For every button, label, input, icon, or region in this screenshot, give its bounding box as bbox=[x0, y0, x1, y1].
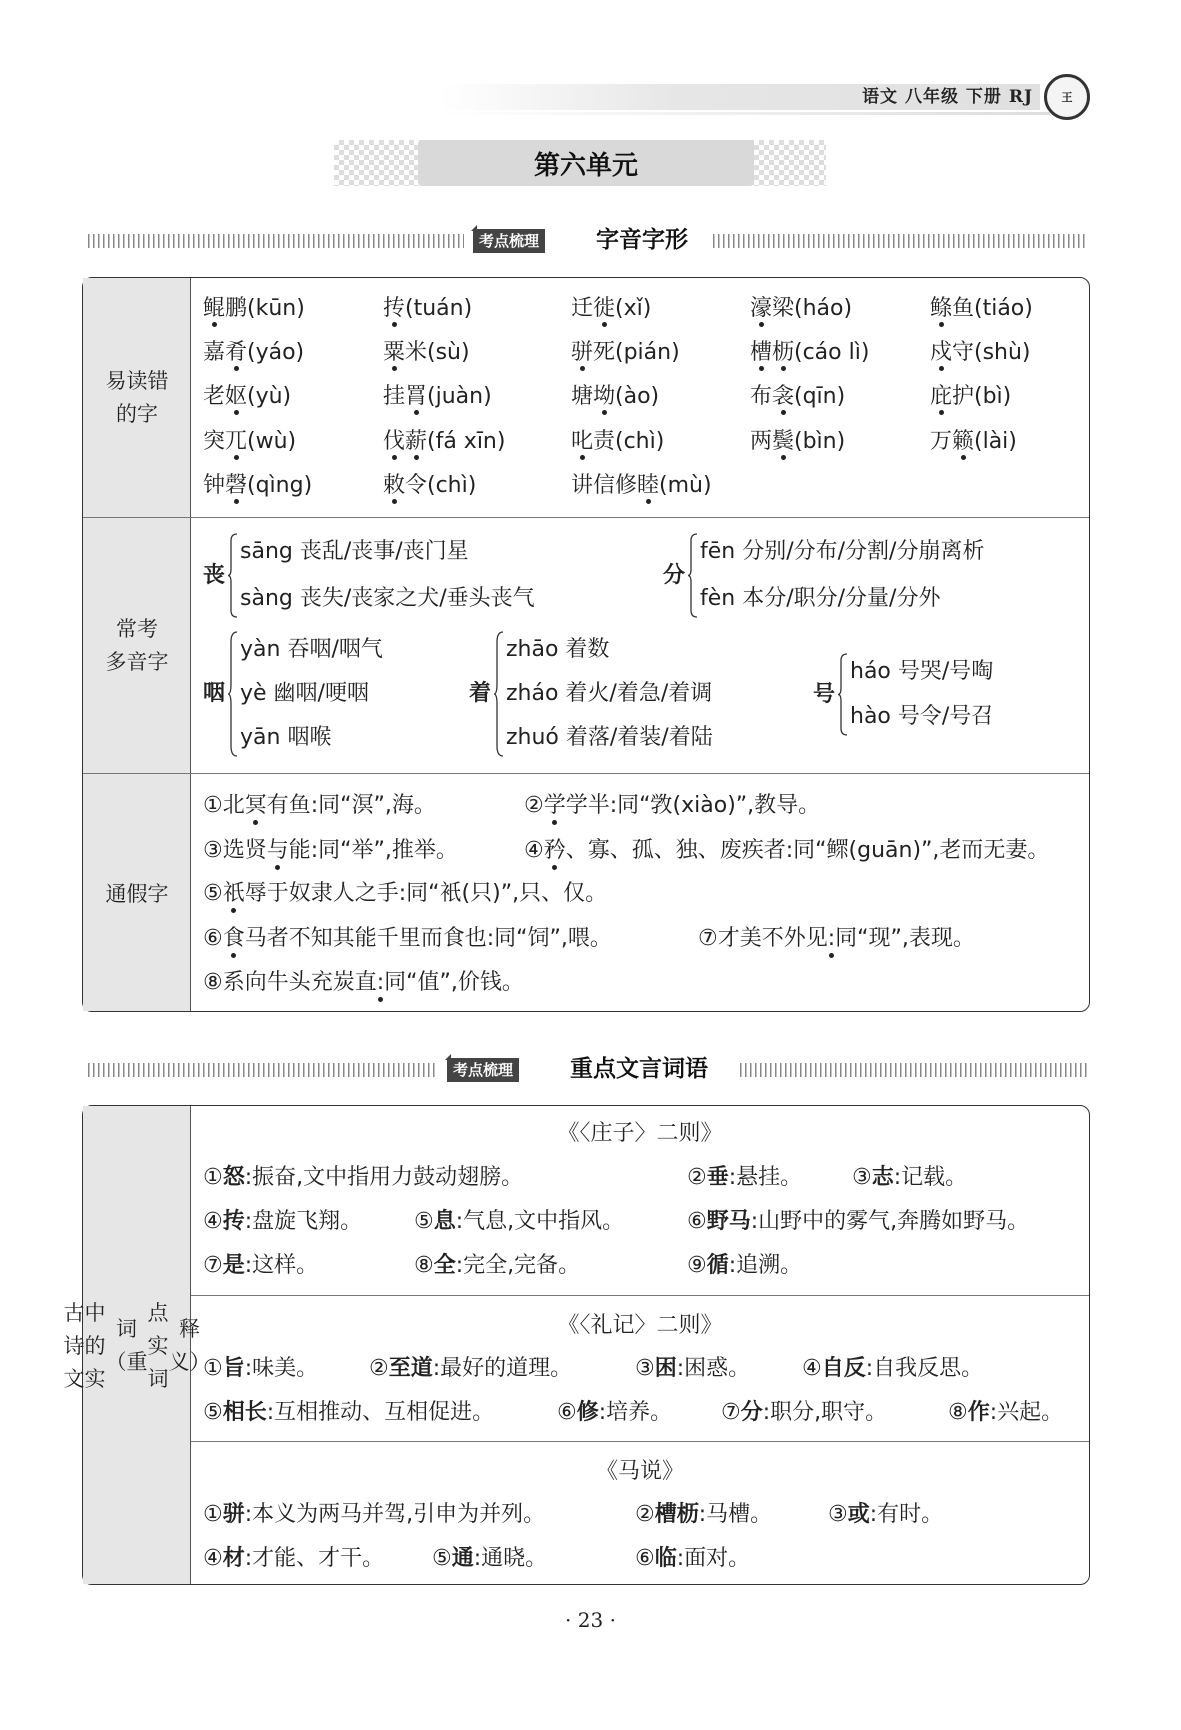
emphasis-dot bbox=[759, 322, 764, 327]
item-number: ① bbox=[203, 1502, 223, 1527]
key-term: 自反 bbox=[821, 1356, 866, 1381]
definition: :培养。 bbox=[598, 1400, 673, 1425]
polyphone-reading: háo 号哭/号啕 bbox=[850, 659, 994, 684]
emphasis-dot bbox=[939, 410, 944, 415]
definition: :面对。 bbox=[676, 1546, 751, 1571]
polyphone-reading: zhāo 着数 bbox=[506, 637, 610, 662]
polyphone-char: 号 bbox=[813, 681, 836, 707]
row-label-wrap bbox=[105, 613, 169, 679]
polyphone-char: 咽 bbox=[203, 681, 226, 706]
emphasis-dot bbox=[646, 499, 651, 504]
item-number: ③ bbox=[852, 1165, 872, 1190]
emphasis-dot bbox=[580, 455, 585, 460]
label-line: 点实词 bbox=[147, 1300, 169, 1391]
emphasis-dot bbox=[781, 455, 786, 460]
polyphone-reading: sàng 丧失/丧家之犬/垂头丧气 bbox=[240, 586, 535, 611]
item-number: ② bbox=[687, 1165, 707, 1190]
tongjia-item: ④矜、寡、孤、独、废疾者:同“鳏(guān)”,老而无妻。 bbox=[524, 838, 1050, 863]
definition-item bbox=[635, 1544, 750, 1574]
polyphone-reading: yàn 吞咽/咽气 bbox=[240, 637, 383, 662]
polyphone-char: 分 bbox=[663, 562, 686, 588]
item-number: ④ bbox=[802, 1356, 822, 1381]
emphasis-dot bbox=[939, 322, 944, 327]
pronunciation-table bbox=[82, 277, 1090, 1012]
section-header-pronunciation bbox=[88, 229, 1088, 253]
header-rule bbox=[440, 112, 1050, 115]
key-term: 至道 bbox=[388, 1356, 433, 1381]
emphasis-dot bbox=[392, 322, 397, 327]
tongjia-item: ⑥食马者不知其能千里而食也:同“饲”,喂。 bbox=[203, 926, 612, 951]
definition: :兴起。 bbox=[989, 1400, 1064, 1425]
tongjia-item: ⑤祇辱于奴隶人之手:同“衹(只)”,只、仅。 bbox=[203, 881, 608, 906]
word-item: 槽枥(cáo lì) bbox=[750, 340, 870, 365]
key-term: 息 bbox=[433, 1209, 456, 1234]
definition-item bbox=[687, 1251, 802, 1281]
emphasis-dot bbox=[961, 455, 966, 460]
definition-item bbox=[369, 1354, 572, 1384]
brace-icon bbox=[494, 632, 504, 756]
word-item: 骈死(pián) bbox=[571, 340, 680, 365]
definition: :才能、才干。 bbox=[244, 1546, 385, 1571]
definition: :互相推动、互相促进。 bbox=[266, 1400, 495, 1425]
item-number: ③ bbox=[635, 1356, 655, 1381]
item-number: ② bbox=[369, 1356, 389, 1381]
polyphone-reading: yān 咽喉 bbox=[240, 725, 332, 750]
text-block-mashuo bbox=[191, 1441, 1089, 1586]
tongjia-item: ①北冥有鱼:同“溟”,海。 bbox=[203, 793, 436, 818]
item-number: ② bbox=[635, 1502, 655, 1527]
emphasis-dot bbox=[234, 366, 239, 371]
emphasis-dot bbox=[552, 820, 557, 825]
emphasis-dot bbox=[414, 455, 419, 460]
polyphone-reading: hào 号令/号召 bbox=[850, 704, 994, 729]
emphasis-dot bbox=[829, 953, 834, 958]
text-block-zhuangzi bbox=[191, 1106, 1089, 1295]
key-term: 困 bbox=[654, 1356, 677, 1381]
definition-item bbox=[557, 1398, 672, 1428]
word-item: 两鬓(bìn) bbox=[750, 429, 846, 454]
key-term: 是 bbox=[222, 1253, 245, 1278]
row-tongjia bbox=[83, 773, 1089, 1013]
brace-icon bbox=[228, 534, 238, 617]
definition-item bbox=[414, 1251, 580, 1281]
word-item: 戍守(shù) bbox=[930, 340, 1031, 365]
emphasis-dot bbox=[378, 997, 383, 1002]
row-label bbox=[63, 1106, 211, 1586]
key-term: 临 bbox=[654, 1546, 677, 1571]
polyphone-reading: sāng 丧乱/丧事/丧门星 bbox=[240, 539, 469, 564]
key-term: 槽枥 bbox=[654, 1502, 699, 1527]
definition-item bbox=[852, 1163, 967, 1193]
definition-item bbox=[721, 1398, 887, 1428]
text-title: 《〈礼记〉二则》 bbox=[557, 1313, 723, 1338]
divider bbox=[740, 1063, 1088, 1077]
definition: :气息,文中指风。 bbox=[455, 1209, 625, 1234]
item-number: ⑧ bbox=[948, 1400, 968, 1425]
emphasis-dot bbox=[414, 410, 419, 415]
definition: :完全,完备。 bbox=[455, 1253, 581, 1278]
row-label-box bbox=[83, 518, 191, 774]
key-term: 循 bbox=[706, 1253, 729, 1278]
row-easy-misread bbox=[83, 278, 1089, 517]
definition-item bbox=[948, 1398, 1063, 1428]
word-item: 嘉肴(yáo) bbox=[203, 340, 305, 365]
definition: :振奋,文中指用力鼓动翅膀。 bbox=[244, 1165, 524, 1190]
tongjia-item: ⑦才美不外见:同“现”,表现。 bbox=[698, 926, 975, 951]
tongjia-item: ⑧系向牛头充炭直:同“值”,价钱。 bbox=[203, 970, 524, 995]
definition-item bbox=[687, 1163, 802, 1193]
key-term: 全 bbox=[433, 1253, 456, 1278]
key-term: 野马 bbox=[706, 1209, 751, 1234]
item-number: ③ bbox=[828, 1502, 848, 1527]
emphasis-dot bbox=[759, 366, 764, 371]
section-title: 重点文言词语 bbox=[570, 1056, 708, 1082]
word-item: 万籁(lài) bbox=[930, 429, 1017, 454]
key-term: 分 bbox=[740, 1400, 763, 1425]
definition-item bbox=[203, 1544, 384, 1574]
polyphone-reading: fèn 本分/职分/分量/分外 bbox=[700, 586, 941, 611]
emphasis-dot bbox=[392, 366, 397, 371]
definition: :自我反思。 bbox=[865, 1356, 984, 1381]
definition: :本义为两马并驾,引申为并列。 bbox=[244, 1502, 546, 1527]
emphasis-dot bbox=[602, 322, 607, 327]
polyphone-char: 丧 bbox=[203, 562, 226, 588]
row-label-box bbox=[83, 278, 191, 517]
divider bbox=[88, 1063, 438, 1077]
word-item: 突兀(wù) bbox=[203, 429, 297, 454]
section-title: 字音字形 bbox=[596, 227, 688, 253]
word-item: 叱责(chì) bbox=[571, 429, 665, 454]
item-number: ⑧ bbox=[414, 1253, 434, 1278]
definition: :味美。 bbox=[244, 1356, 319, 1381]
emphasis-dot bbox=[781, 366, 786, 371]
item-number: ⑦ bbox=[203, 1253, 223, 1278]
definition: :困惑。 bbox=[676, 1356, 751, 1381]
emphasis-dot bbox=[231, 908, 236, 913]
word-item: 钟磬(qìng) bbox=[203, 473, 313, 498]
definition: :有时。 bbox=[869, 1502, 944, 1527]
word-item: 讲信修睦(mù) bbox=[571, 473, 712, 498]
section-badge: 考点梳理 bbox=[473, 229, 545, 253]
definition: :最好的道理。 bbox=[432, 1356, 573, 1381]
word-item: 鲲鹏(kūn) bbox=[203, 296, 305, 321]
definition: :通晓。 bbox=[473, 1546, 548, 1571]
polyphone-reading: fēn 分别/分布/分割/分崩离析 bbox=[700, 539, 985, 564]
word-item: 庇护(bì) bbox=[930, 384, 1012, 409]
text-title: 《〈庄子〉二则》 bbox=[557, 1121, 723, 1146]
divider bbox=[713, 234, 1088, 248]
polyphone-reading: zhuó 着落/着装/着陆 bbox=[506, 725, 713, 750]
item-number: ① bbox=[203, 1165, 223, 1190]
label-line: 词（重 bbox=[105, 1317, 148, 1374]
key-term: 志 bbox=[871, 1165, 894, 1190]
emphasis-dot bbox=[275, 865, 280, 870]
item-number: ⑨ bbox=[687, 1253, 707, 1278]
book-info: 语文 八年级 下册 RJ bbox=[862, 87, 1033, 107]
divider bbox=[88, 234, 464, 248]
item-number: ⑤ bbox=[414, 1209, 434, 1234]
tongjia-item: ②学学半:同“敩(xiào)”,教导。 bbox=[524, 793, 821, 818]
tongjia-item: ③选贤与能:同“举”,推举。 bbox=[203, 838, 458, 863]
text-title: 《马说》 bbox=[595, 1459, 684, 1484]
classical-words-table bbox=[63, 1105, 1090, 1585]
definition-item bbox=[203, 1207, 362, 1237]
brace-icon bbox=[838, 654, 848, 735]
definition: :追溯。 bbox=[728, 1253, 803, 1278]
definition: :马槽。 bbox=[698, 1502, 773, 1527]
polyphone-reading: zháo 着火/着急/着调 bbox=[506, 681, 713, 706]
emphasis-dot bbox=[234, 455, 239, 460]
polyphone-reading: yè 幽咽/哽咽 bbox=[240, 681, 369, 706]
definition-item bbox=[203, 1500, 545, 1530]
row-label: 常考多音字 bbox=[105, 617, 169, 674]
item-number: ⑦ bbox=[721, 1400, 741, 1425]
unit-title: 第六单元 bbox=[418, 140, 754, 186]
definition-item bbox=[802, 1354, 983, 1384]
label-line: 释义） bbox=[168, 1317, 211, 1374]
item-number: ① bbox=[203, 1356, 223, 1381]
item-number: ⑥ bbox=[557, 1400, 577, 1425]
word-item: 伐薪(fá xīn) bbox=[383, 429, 506, 454]
row-label: 通假字 bbox=[105, 881, 169, 906]
definition-item bbox=[203, 1354, 318, 1384]
definition: :记载。 bbox=[893, 1165, 968, 1190]
item-number: ⑥ bbox=[635, 1546, 655, 1571]
key-term: 作 bbox=[967, 1400, 990, 1425]
item-number: ④ bbox=[203, 1209, 223, 1234]
definition-item bbox=[828, 1500, 943, 1530]
word-item: 迁徙(xǐ) bbox=[571, 296, 652, 321]
emphasis-dot bbox=[234, 410, 239, 415]
word-item: 粟米(sù) bbox=[383, 340, 470, 365]
word-item: 濠梁(háo) bbox=[750, 296, 853, 321]
section-badge: 考点梳理 bbox=[447, 1058, 519, 1082]
text-block-liji bbox=[191, 1295, 1089, 1441]
page-number: · 23 · bbox=[565, 1608, 616, 1632]
key-term: 或 bbox=[847, 1502, 870, 1527]
word-item: 鲦鱼(tiáo) bbox=[930, 296, 1033, 321]
emphasis-dot bbox=[231, 953, 236, 958]
key-term: 骈 bbox=[222, 1502, 245, 1527]
item-number: ⑥ bbox=[687, 1209, 707, 1234]
word-item: 老妪(yù) bbox=[203, 384, 292, 409]
emphasis-dot bbox=[939, 366, 944, 371]
definition-item bbox=[432, 1544, 547, 1574]
key-term: 相长 bbox=[222, 1400, 267, 1425]
definition: :悬挂。 bbox=[728, 1165, 803, 1190]
emphasis-dot bbox=[392, 499, 397, 504]
word-item: 挂罥(juàn) bbox=[383, 384, 492, 409]
emphasis-dot bbox=[392, 455, 397, 460]
section-header-classical-words bbox=[88, 1058, 1088, 1082]
brace-icon bbox=[228, 632, 238, 756]
item-number: ④ bbox=[203, 1546, 223, 1571]
key-term: 修 bbox=[576, 1400, 599, 1425]
emphasis-dot bbox=[781, 410, 786, 415]
definition-item bbox=[203, 1398, 494, 1428]
key-term: 垂 bbox=[706, 1165, 729, 1190]
word-item: 敕令(chì) bbox=[383, 473, 477, 498]
key-term: 抟 bbox=[222, 1209, 245, 1234]
word-item: 布衾(qīn) bbox=[750, 384, 846, 409]
label-line: 古诗文 bbox=[63, 1300, 85, 1391]
key-term: 通 bbox=[451, 1546, 474, 1571]
key-term: 怒 bbox=[222, 1165, 245, 1190]
emphasis-dot bbox=[234, 499, 239, 504]
emphasis-dot bbox=[602, 410, 607, 415]
key-term: 旨 bbox=[222, 1356, 245, 1381]
polyphone-char: 着 bbox=[469, 681, 492, 706]
word-item: 抟(tuán) bbox=[383, 296, 473, 321]
emphasis-dot bbox=[552, 865, 557, 870]
definition: :山野中的雾气,奔腾如野马。 bbox=[750, 1209, 1030, 1234]
definition-item bbox=[687, 1207, 1029, 1237]
emphasis-dot bbox=[253, 820, 258, 825]
item-number: ⑤ bbox=[432, 1546, 452, 1571]
brace-icon bbox=[688, 534, 698, 617]
definition-item bbox=[203, 1251, 318, 1281]
word-item: 塘坳(ào) bbox=[571, 384, 660, 409]
key-term: 材 bbox=[222, 1546, 245, 1571]
row-polyphones bbox=[83, 517, 1089, 773]
item-number: ⑤ bbox=[203, 1400, 223, 1425]
label-line: 中的实 bbox=[84, 1300, 106, 1391]
publisher-logo: 王 bbox=[1044, 74, 1090, 120]
definition: :这样。 bbox=[244, 1253, 319, 1278]
definition-item bbox=[414, 1207, 624, 1237]
definition: :盘旋飞翔。 bbox=[244, 1209, 363, 1234]
emphasis-dot bbox=[580, 366, 585, 371]
definition-item bbox=[635, 1354, 750, 1384]
definition: :职分,职守。 bbox=[762, 1400, 888, 1425]
emphasis-dot bbox=[212, 322, 217, 327]
definition-item bbox=[203, 1163, 523, 1193]
row-label: 易读错的字 bbox=[105, 368, 169, 426]
definition-item bbox=[635, 1500, 772, 1530]
